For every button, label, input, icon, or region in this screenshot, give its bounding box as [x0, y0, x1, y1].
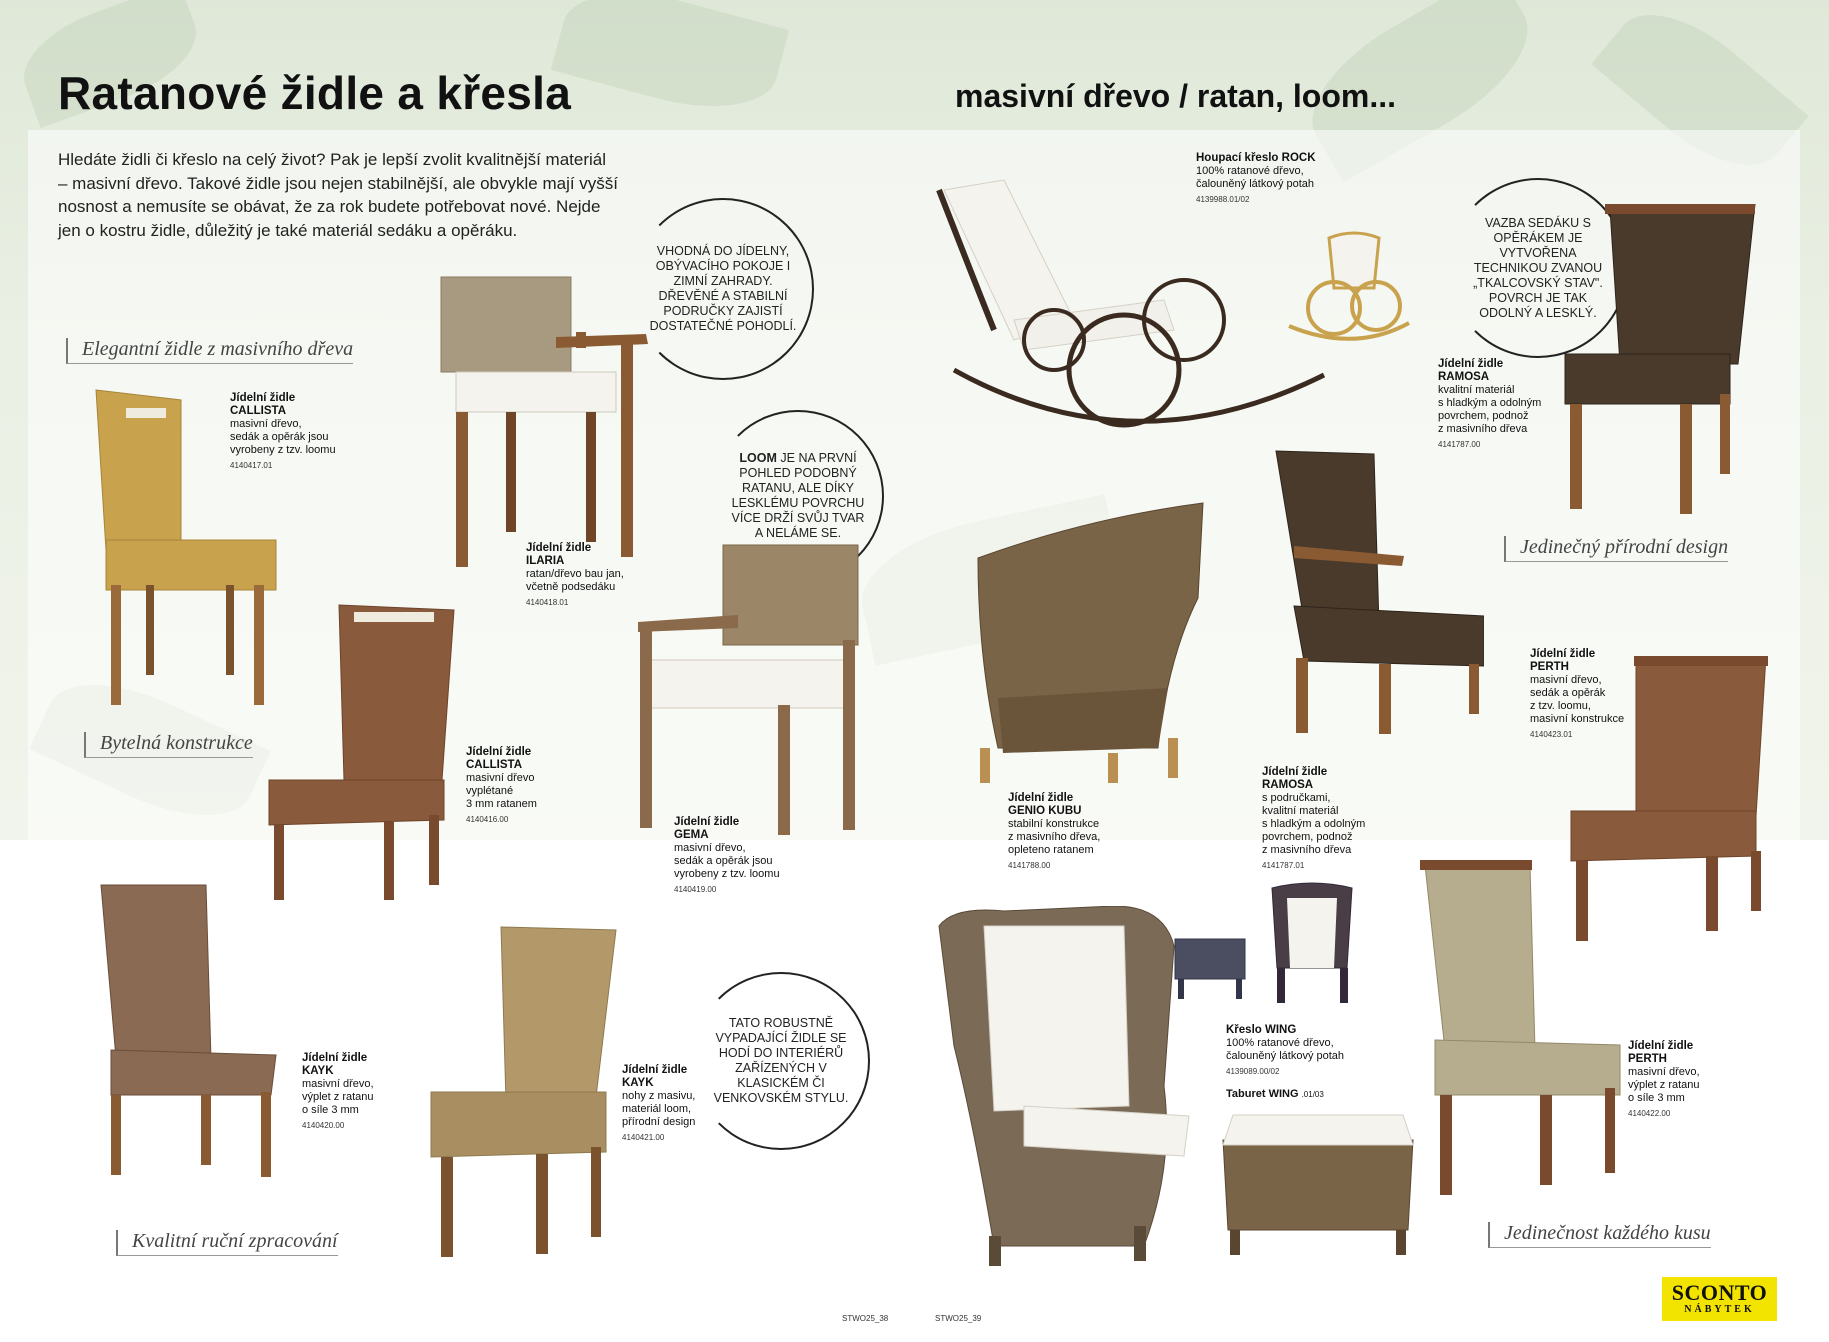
product-name: RAMOSA — [1438, 371, 1490, 383]
taburet-name: Taburet WING — [1226, 1088, 1299, 1100]
product-label-callista — [230, 392, 336, 472]
product-type: Jídelní židle — [526, 542, 592, 554]
product-desc: čalouněný látkový potah — [1226, 1050, 1345, 1062]
product-desc: z tzv. loomu, — [1530, 700, 1591, 712]
product-code: 4141787.01 — [1262, 861, 1305, 870]
product-desc: s hladkým a odolným — [1438, 397, 1542, 409]
section-label: Kvalitní ruční zpracování — [116, 1230, 338, 1256]
product-desc: nohy z masivu, — [622, 1090, 696, 1102]
product-desc: vyrobeny z tzv. loomu — [674, 868, 780, 880]
product-label-genio-kubu — [1008, 792, 1100, 872]
product-desc: kvalitní materiál — [1262, 805, 1339, 817]
product-label-rock — [1196, 152, 1316, 206]
product-desc: masivní dřevo, — [1628, 1066, 1700, 1078]
product-desc: přírodní design — [622, 1116, 696, 1128]
product-desc: ratan/dřevo bau jan, — [526, 568, 624, 580]
page-code-left: STWO25_38 — [842, 1314, 889, 1323]
product-code: 4141788.00 — [1008, 861, 1051, 870]
product-label-wing — [1226, 1024, 1344, 1101]
product-desc: z masivního dřeva, — [1008, 831, 1101, 843]
product-desc: s hladkým a odolným — [1262, 818, 1366, 830]
product-desc: 3 mm ratanem — [466, 798, 537, 810]
product-desc: masivní dřevo, — [674, 842, 746, 854]
page-code-right: STWO25_39 — [935, 1314, 982, 1323]
bubble-text — [714, 451, 882, 541]
product-name: PERTH — [1628, 1053, 1667, 1065]
product-type: Jídelní židle — [674, 816, 740, 828]
product-desc: masivní dřevo, — [230, 418, 302, 430]
page-subtitle: masivní dřevo / ratan, loom... — [955, 78, 1397, 114]
product-type: Jídelní židle — [466, 746, 532, 758]
sconto-logo — [1662, 1277, 1777, 1321]
product-type: Jídelní židle — [1262, 766, 1328, 778]
logo-text: SCONTO — [1671, 1280, 1768, 1305]
product-type: Jídelní židle — [622, 1064, 688, 1076]
section-label: Bytelná konstrukce — [84, 732, 253, 758]
product-label-callista-2 — [466, 746, 537, 826]
product-desc: kvalitní materiál — [1438, 384, 1515, 396]
product-desc: masivní dřevo — [466, 772, 535, 784]
product-label-gema — [674, 816, 780, 896]
product-type: Jídelní židle — [1008, 792, 1074, 804]
info-bubble — [692, 972, 870, 1150]
product-label-perth-2 — [1628, 1040, 1700, 1120]
chair-kayk-beige-image — [426, 922, 626, 1262]
bubble-text: TATO ROBUSTNĚ VYPADAJÍCÍ ŽIDLE SE HODÍ DO INTERIÉRŮ ZAŘÍZENÝCH V KLASICKÉM ČI VENKOVSKÉM STYLU. — [713, 1016, 849, 1105]
chair-kayk-brown-image — [96, 880, 286, 1180]
logo-subtext: NÁBYTEK — [1684, 1304, 1755, 1315]
product-desc: včetně podsedáku — [526, 581, 616, 593]
product-name: Houpací křeslo ROCK — [1196, 152, 1316, 164]
taburet-code: .01/03 — [1301, 1090, 1324, 1099]
chair-wing-small-image — [1262, 878, 1362, 1008]
product-label-ramosa — [1438, 358, 1541, 451]
product-desc: z masivního dřeva — [1262, 844, 1352, 856]
product-code: 4140422.00 — [1628, 1109, 1671, 1118]
product-label-ramosa-2 — [1262, 766, 1365, 872]
product-name: CALLISTA — [466, 759, 523, 771]
product-name: PERTH — [1530, 661, 1569, 673]
section-label: Jedinečnost každého kusu — [1488, 1222, 1711, 1248]
product-type: Jídelní židle — [230, 392, 296, 404]
chair-genio-kubu-image — [968, 498, 1208, 788]
section-label: Jedinečný přírodní design — [1504, 536, 1728, 562]
product-desc: masivní konstrukce — [1530, 713, 1625, 725]
product-desc: výplet z ratanu — [1628, 1079, 1700, 1091]
product-desc: povrchem, podnož — [1438, 410, 1529, 422]
product-code: 4140418.01 — [526, 598, 569, 607]
product-desc: opleteno ratanem — [1008, 844, 1094, 856]
product-desc: materiál loom, — [622, 1103, 692, 1115]
stool-wing-image — [1218, 1110, 1418, 1260]
chair-ilaria-image — [436, 272, 656, 572]
product-code: 4140420.00 — [302, 1121, 345, 1130]
stool-wing-small-image — [1170, 934, 1250, 1004]
product-code: 4139988.01/02 — [1196, 195, 1250, 204]
taburet-line — [1226, 1088, 1344, 1101]
product-code: 4139089.00/02 — [1226, 1067, 1280, 1076]
product-desc: masivní dřevo, — [302, 1078, 374, 1090]
chair-rock-image — [934, 170, 1334, 460]
bubble-text: VHODNÁ DO JÍDELNY, OBÝVACÍHO POKOJE I ZIMNÍ ZAHRADY. DŘEVĚNÉ A STABILNÍ PODRUČKY ZAJISTÍ DOSTATEČNÉ POHODLÍ. — [649, 244, 797, 333]
product-name: RAMOSA — [1262, 779, 1314, 791]
intro-paragraph: Hledáte židli či křeslo na celý život? Pak je lepší zvolit kvalitnější materiál – masivní dřevo. Takové židle jsou nejen stabilnější, ale obvykle mají vyšší nosnost a nemusíte se obávat, že za rok budete potřebovat nové. Nejde jen o kostru židle, důležitý je také materiál sedáku a opěráku. — [58, 150, 619, 240]
product-code: 4140423.01 — [1530, 730, 1573, 739]
chair-rock-small-image — [1284, 228, 1414, 348]
page-title: Ratanové židle a křesla — [58, 67, 572, 119]
chair-perth-light-image — [1420, 860, 1630, 1200]
product-code: 4140419.00 — [674, 885, 717, 894]
bubble-text: VAZBA SEDÁKU S OPĚRÁKEM JE VYTVOŘENA TECHNIKOU ZVANOU „TKALCOVSKÝ STAV". POVRCH JE TAK ODOLNÝ A LESKLÝ. — [1473, 215, 1603, 320]
product-code: 4141787.00 — [1438, 440, 1481, 449]
product-name: KAYK — [622, 1077, 654, 1089]
product-desc: stabilní konstrukce — [1008, 818, 1100, 830]
product-desc: sedák a opěrák jsou — [674, 855, 773, 867]
product-desc: povrchem, podnož — [1262, 831, 1353, 843]
chair-gema-image — [638, 540, 868, 840]
product-desc: masivní dřevo, — [1530, 674, 1602, 686]
chair-callista-brown-image — [264, 600, 464, 900]
product-name: ILARIA — [526, 555, 565, 567]
chair-ramosa-dark-image — [1560, 204, 1760, 524]
product-type: Jídelní židle — [1628, 1040, 1694, 1052]
product-label-kayk — [302, 1052, 374, 1132]
product-desc: vyrobeny z tzv. loomu — [230, 444, 336, 456]
product-name: GENIO KUBU — [1008, 805, 1082, 817]
product-type: Jídelní židle — [1530, 648, 1596, 660]
product-code: 4140417.01 — [230, 461, 273, 470]
info-bubble — [632, 198, 814, 380]
product-desc: sedák a opěrák — [1530, 687, 1606, 699]
product-name: CALLISTA — [230, 405, 287, 417]
product-code: 4140416.00 — [466, 815, 509, 824]
product-desc: vyplétané — [466, 785, 514, 797]
product-type: Jídelní židle — [1438, 358, 1504, 370]
chair-wing-image — [934, 906, 1194, 1266]
product-desc: sedák a opěrák jsou — [230, 431, 329, 443]
product-desc: o síle 3 mm — [1628, 1092, 1685, 1104]
product-label-ilaria — [526, 542, 624, 609]
product-name: KAYK — [302, 1065, 334, 1077]
bubble-text-rest: JE NA PRVNÍ POHLED PODOBNÝ RATANU, ALE DÍKY LESKLÉMU POVRCHU VÍCE DRŽÍ SVŮJ TVAR A NELÁME SE. — [731, 451, 865, 540]
product-name: Křeslo WING — [1226, 1024, 1297, 1036]
bubble-bold: LOOM — [739, 451, 777, 465]
chair-ramosa-arms-image — [1274, 446, 1484, 736]
product-label-perth — [1530, 648, 1624, 741]
product-label-kayk-2 — [622, 1064, 695, 1144]
product-desc: z masivního dřeva — [1438, 423, 1528, 435]
product-code: 4140421.00 — [622, 1133, 665, 1142]
product-desc: čalouněný látkový potah — [1196, 178, 1315, 190]
product-desc: 100% ratanové dřevo, — [1196, 165, 1304, 177]
product-desc: 100% ratanové dřevo, — [1226, 1037, 1334, 1049]
section-label: Elegantní židle z masivního dřeva — [66, 338, 353, 364]
product-desc: s područkami, — [1262, 792, 1331, 804]
product-type: Jídelní židle — [302, 1052, 368, 1064]
product-desc: o síle 3 mm — [302, 1104, 359, 1116]
product-name: GEMA — [674, 829, 709, 841]
product-desc: výplet z ratanu — [302, 1091, 374, 1103]
